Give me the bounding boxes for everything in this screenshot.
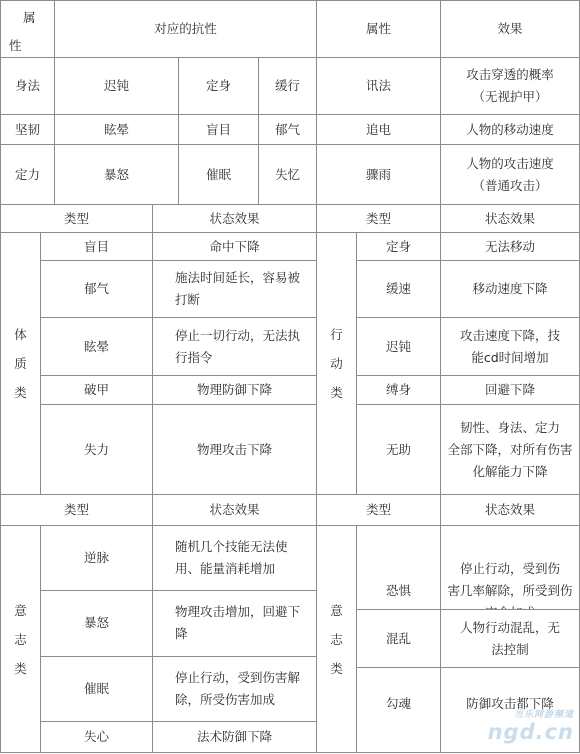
cell-type: 盲目	[41, 233, 153, 261]
table-row	[1, 115, 580, 145]
effect-line: 人物的攻击速度	[466, 155, 554, 171]
cell-type: 缓速	[357, 261, 441, 318]
cell: 失忆	[259, 145, 317, 205]
cell: 暴怒	[55, 145, 179, 205]
physical-action-status-table	[0, 204, 580, 495]
cell: 眩晕	[55, 115, 179, 145]
cell-effect: 法术防御下降	[153, 721, 317, 752]
cell-effect: 随机几个技能无法使 用、能量消耗增加	[153, 526, 317, 591]
corner-header-top: 属	[23, 10, 36, 25]
cell: 盲目	[179, 115, 259, 145]
cell-effect: 韧性、身法、定力 全部下降，对所有伤害 化解能力下降	[441, 405, 580, 495]
group-will-right: 意 志 类	[317, 526, 357, 753]
cell-type: 缚身	[357, 376, 441, 405]
cell-effect: 移动速度下降	[441, 261, 580, 318]
header-type: 类型	[1, 205, 153, 233]
table-row	[1, 318, 580, 376]
cell: 郁气	[259, 115, 317, 145]
attribute-resistance-table	[0, 0, 580, 205]
table-row	[1, 233, 580, 261]
cell-effect: 人物行动混乱，无 法控制	[441, 610, 580, 668]
header-status-effect: 状态效果	[153, 495, 317, 526]
effect-line: （无视护甲）	[472, 89, 548, 104]
table-row	[1, 261, 580, 318]
cell-type: 破甲	[41, 376, 153, 405]
cell: 讯法	[317, 58, 441, 115]
cell-effect: 物理攻击下降	[153, 405, 317, 495]
cell-effect	[441, 58, 580, 115]
header-status-effect: 状态效果	[153, 205, 317, 233]
cell-effect: 人物的移动速度	[441, 115, 580, 145]
header-status-effect: 状态效果	[441, 205, 580, 233]
cell: 身法	[1, 58, 55, 115]
group-will-left: 意 志 类	[1, 526, 41, 753]
header-status-effect: 状态效果	[441, 495, 580, 526]
cell-effect: 无法移动	[441, 233, 580, 261]
table-row	[1, 405, 580, 495]
cell-type: 郁气	[41, 261, 153, 318]
table-row	[357, 610, 580, 668]
corner-header-bottom: 性	[9, 38, 22, 53]
cell: 追电	[317, 115, 441, 145]
cell-type: 混乱	[357, 610, 441, 668]
effect-line: （普通攻击）	[472, 177, 548, 193]
cell-effect: 物理攻击增加，回避下 降	[153, 591, 317, 656]
cell-type: 定身	[357, 233, 441, 261]
header-type: 类型	[317, 205, 441, 233]
cell-type: 失心	[41, 721, 153, 752]
cell-effect: 停止行动，受到伤害解 除，所受伤害加成	[153, 656, 317, 721]
cell: 定力	[1, 145, 55, 205]
cell-type: 催眠	[41, 656, 153, 721]
cell-effect: 停止行动，受到伤 害几率解除，所受到伤	[441, 526, 580, 656]
cell-effect: 防御攻击都下降	[441, 656, 580, 753]
table-row	[1, 145, 580, 205]
group-physical: 体 质 类	[1, 233, 41, 495]
cell-type: 无助	[357, 405, 441, 495]
group-action: 行 动 类	[317, 233, 357, 495]
header-attribute: 属性	[317, 1, 441, 58]
cell-effect: 施法时间延长，容易被 打断	[153, 261, 317, 318]
cell-effect: 物理防御下降	[153, 376, 317, 405]
corner-header	[1, 1, 55, 58]
cell-type: 恐惧	[357, 526, 441, 656]
cell-type: 逆脉	[41, 526, 153, 591]
cell-effect: 命中下降	[153, 233, 317, 261]
header-type: 类型	[317, 495, 441, 526]
will-status-mid-row	[356, 609, 580, 668]
table-row	[1, 58, 580, 115]
header-type: 类型	[1, 495, 153, 526]
cell-type: 暴怒	[41, 591, 153, 656]
cell-effect: 攻击速度下降，技 能cd时间增加	[441, 318, 580, 376]
cell-type: 眩晕	[41, 318, 153, 376]
watermark-logo: ngd.cn	[487, 720, 574, 744]
table-row	[1, 376, 580, 405]
header-effect: 效果	[441, 1, 580, 58]
effect-line: 攻击穿透的概率	[466, 67, 554, 82]
cell: 骤雨	[317, 145, 441, 205]
cell-effect: 回避下降	[441, 376, 580, 405]
watermark-channel: 当乐网游频道	[513, 710, 574, 720]
table-row	[1, 526, 580, 591]
cell: 催眠	[179, 145, 259, 205]
cell-type: 迟钝	[357, 318, 441, 376]
cell: 迟钝	[55, 58, 179, 115]
cell-type: 勾魂	[357, 656, 441, 753]
cell-effect	[441, 145, 580, 205]
cell: 定身	[179, 58, 259, 115]
cell-effect: 停止一切行动，无法执 行指令	[153, 318, 317, 376]
cell: 缓行	[259, 58, 317, 115]
cell: 坚韧	[1, 115, 55, 145]
cell-type: 失力	[41, 405, 153, 495]
header-resistance: 对应的抗性	[55, 1, 317, 58]
